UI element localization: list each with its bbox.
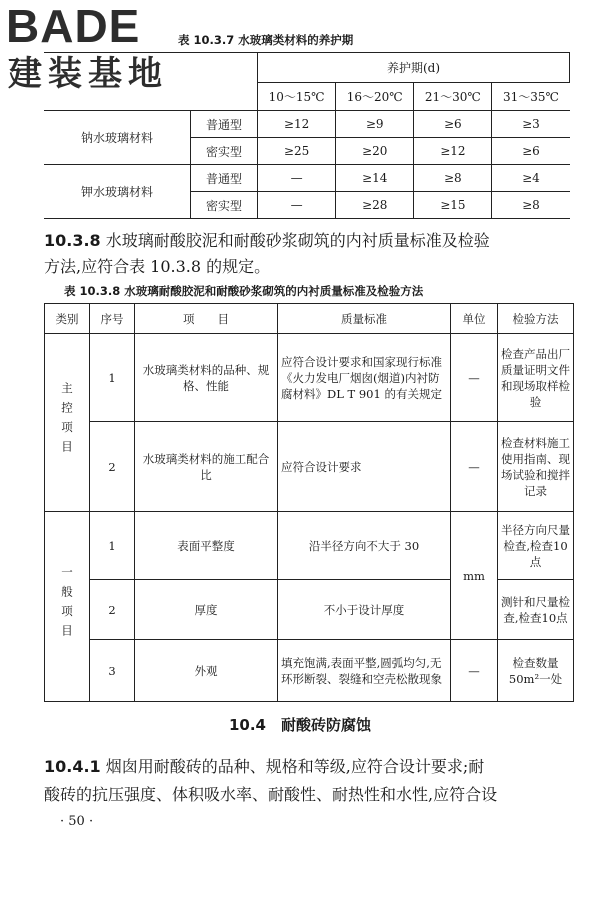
table1-cell: ≥14 [336,165,414,192]
quality-standard-table [44,303,574,702]
paragraph-10-3-8 [44,228,574,254]
standard-cell: 不小于设计厚度 [278,580,451,640]
method-cell: 半径方向尺量检查,检查10点 [498,512,574,580]
logo-wordmark: BADE [6,0,141,52]
table1-temp: 10～15℃ [258,83,336,111]
category-main [45,334,90,512]
standard-cell: 填充饱满,表面平整,圆弧均匀,无环形断裂、裂缝和空壳松散现象 [278,640,451,702]
unit-cell: — [451,640,498,702]
table1-caption: 表 10.3.7 水玻璃类材料的养护期 [178,33,354,47]
table1-temp: 31～35℃ [492,83,570,111]
row-number: 2 [90,422,135,512]
unit-cell: mm [451,512,498,640]
table1-material: 钾水玻璃材料 [44,165,191,219]
table1-temp: 16～20℃ [336,83,414,111]
clause-number: 10.4.1 [44,757,101,776]
standard-cell: 应符合设计要求 [278,422,451,512]
table2-header: 序号 [90,304,135,334]
table1-cell: ≥6 [414,111,492,138]
row-number: 2 [90,580,135,640]
table2-header: 类别 [45,304,90,334]
table1-header-group: 养护期(d) [258,53,570,83]
table1-material: 钠水玻璃材料 [44,111,191,165]
curing-period-table [44,52,570,219]
standard-cell: 应符合设计要求和国家现行标准《火力发电厂烟囱(烟道)内衬防腐材料》DL T 901 的有关规定 [278,334,451,422]
item-cell: 表面平整度 [135,512,278,580]
table1-cell: — [258,165,336,192]
table1-cell: ≥6 [492,138,570,165]
table1-cell: ≥9 [336,111,414,138]
item-cell: 水玻璃类材料的品种、规格、性能 [135,334,278,422]
table1-type: 普通型 [191,165,258,192]
method-cell: 检查产品出厂质量证明文件和现场取样检验 [498,334,574,422]
table1-cell: ≥4 [492,165,570,192]
table1-cell: ≥12 [258,111,336,138]
table1-cell: ≥8 [414,165,492,192]
paragraph-10-4-1 [44,754,584,780]
table2-header: 项 目 [135,304,278,334]
table2-header: 单位 [451,304,498,334]
paragraph-text-line2: 酸砖的抗压强度、体积吸水率、耐酸性、耐热性和水性,应符合设 [44,785,498,804]
table1-type: 密实型 [191,192,258,219]
table1-cell: ≥25 [258,138,336,165]
page-number: · 50 · [60,814,94,829]
row-number: 1 [90,334,135,422]
logo-chinese: 建装基地 [8,54,168,94]
category-general [45,512,90,702]
table2-header: 检验方法 [498,304,574,334]
paragraph-text-line2: 方法,应符合表 10.3.8 的规定。 [44,257,271,276]
table1-cell: ≥28 [336,192,414,219]
row-number: 1 [90,512,135,580]
item-cell: 外观 [135,640,278,702]
unit-cell: — [451,334,498,422]
method-cell: 测针和尺量检查,检查10点 [498,580,574,640]
paragraph-text-line1: 烟囱用耐酸砖的品种、规格和等级,应符合设计要求;耐 [105,757,485,776]
method-cell: 检查数量50m²一处 [498,640,574,702]
category-main-label: 主控项目 [60,382,74,460]
category-general-label: 一般项目 [60,566,74,644]
table1-type: 普通型 [191,111,258,138]
unit-cell: — [451,422,498,512]
clause-number: 10.3.8 [44,231,101,250]
method-cell: 检查材料施工使用指南、现场试验和搅拌记录 [498,422,574,512]
item-cell: 厚度 [135,580,278,640]
section-heading: 10.4 耐酸砖防腐蚀 [228,716,371,734]
standard-cell: 沿半径方向不大于 30 [278,512,451,580]
table1-cell: ≥12 [414,138,492,165]
table2-header: 质量标准 [278,304,451,334]
table1-temp: 21～30℃ [414,83,492,111]
table1-cell: ≥3 [492,111,570,138]
table2-caption: 表 10.3.8 水玻璃耐酸胶泥和耐酸砂浆砌筑的内衬质量标准及检验方法 [64,284,424,298]
table1-cell: ≥20 [336,138,414,165]
table1-type: 密实型 [191,138,258,165]
item-cell: 水玻璃类材料的施工配合比 [135,422,278,512]
table1-cell: — [258,192,336,219]
paragraph-text-line1: 水玻璃耐酸胶泥和耐酸砂浆砌筑的内衬质量标准及检验 [105,231,490,250]
row-number: 3 [90,640,135,702]
table1-corner [44,53,258,111]
table1-cell: ≥15 [414,192,492,219]
table1-cell: ≥8 [492,192,570,219]
